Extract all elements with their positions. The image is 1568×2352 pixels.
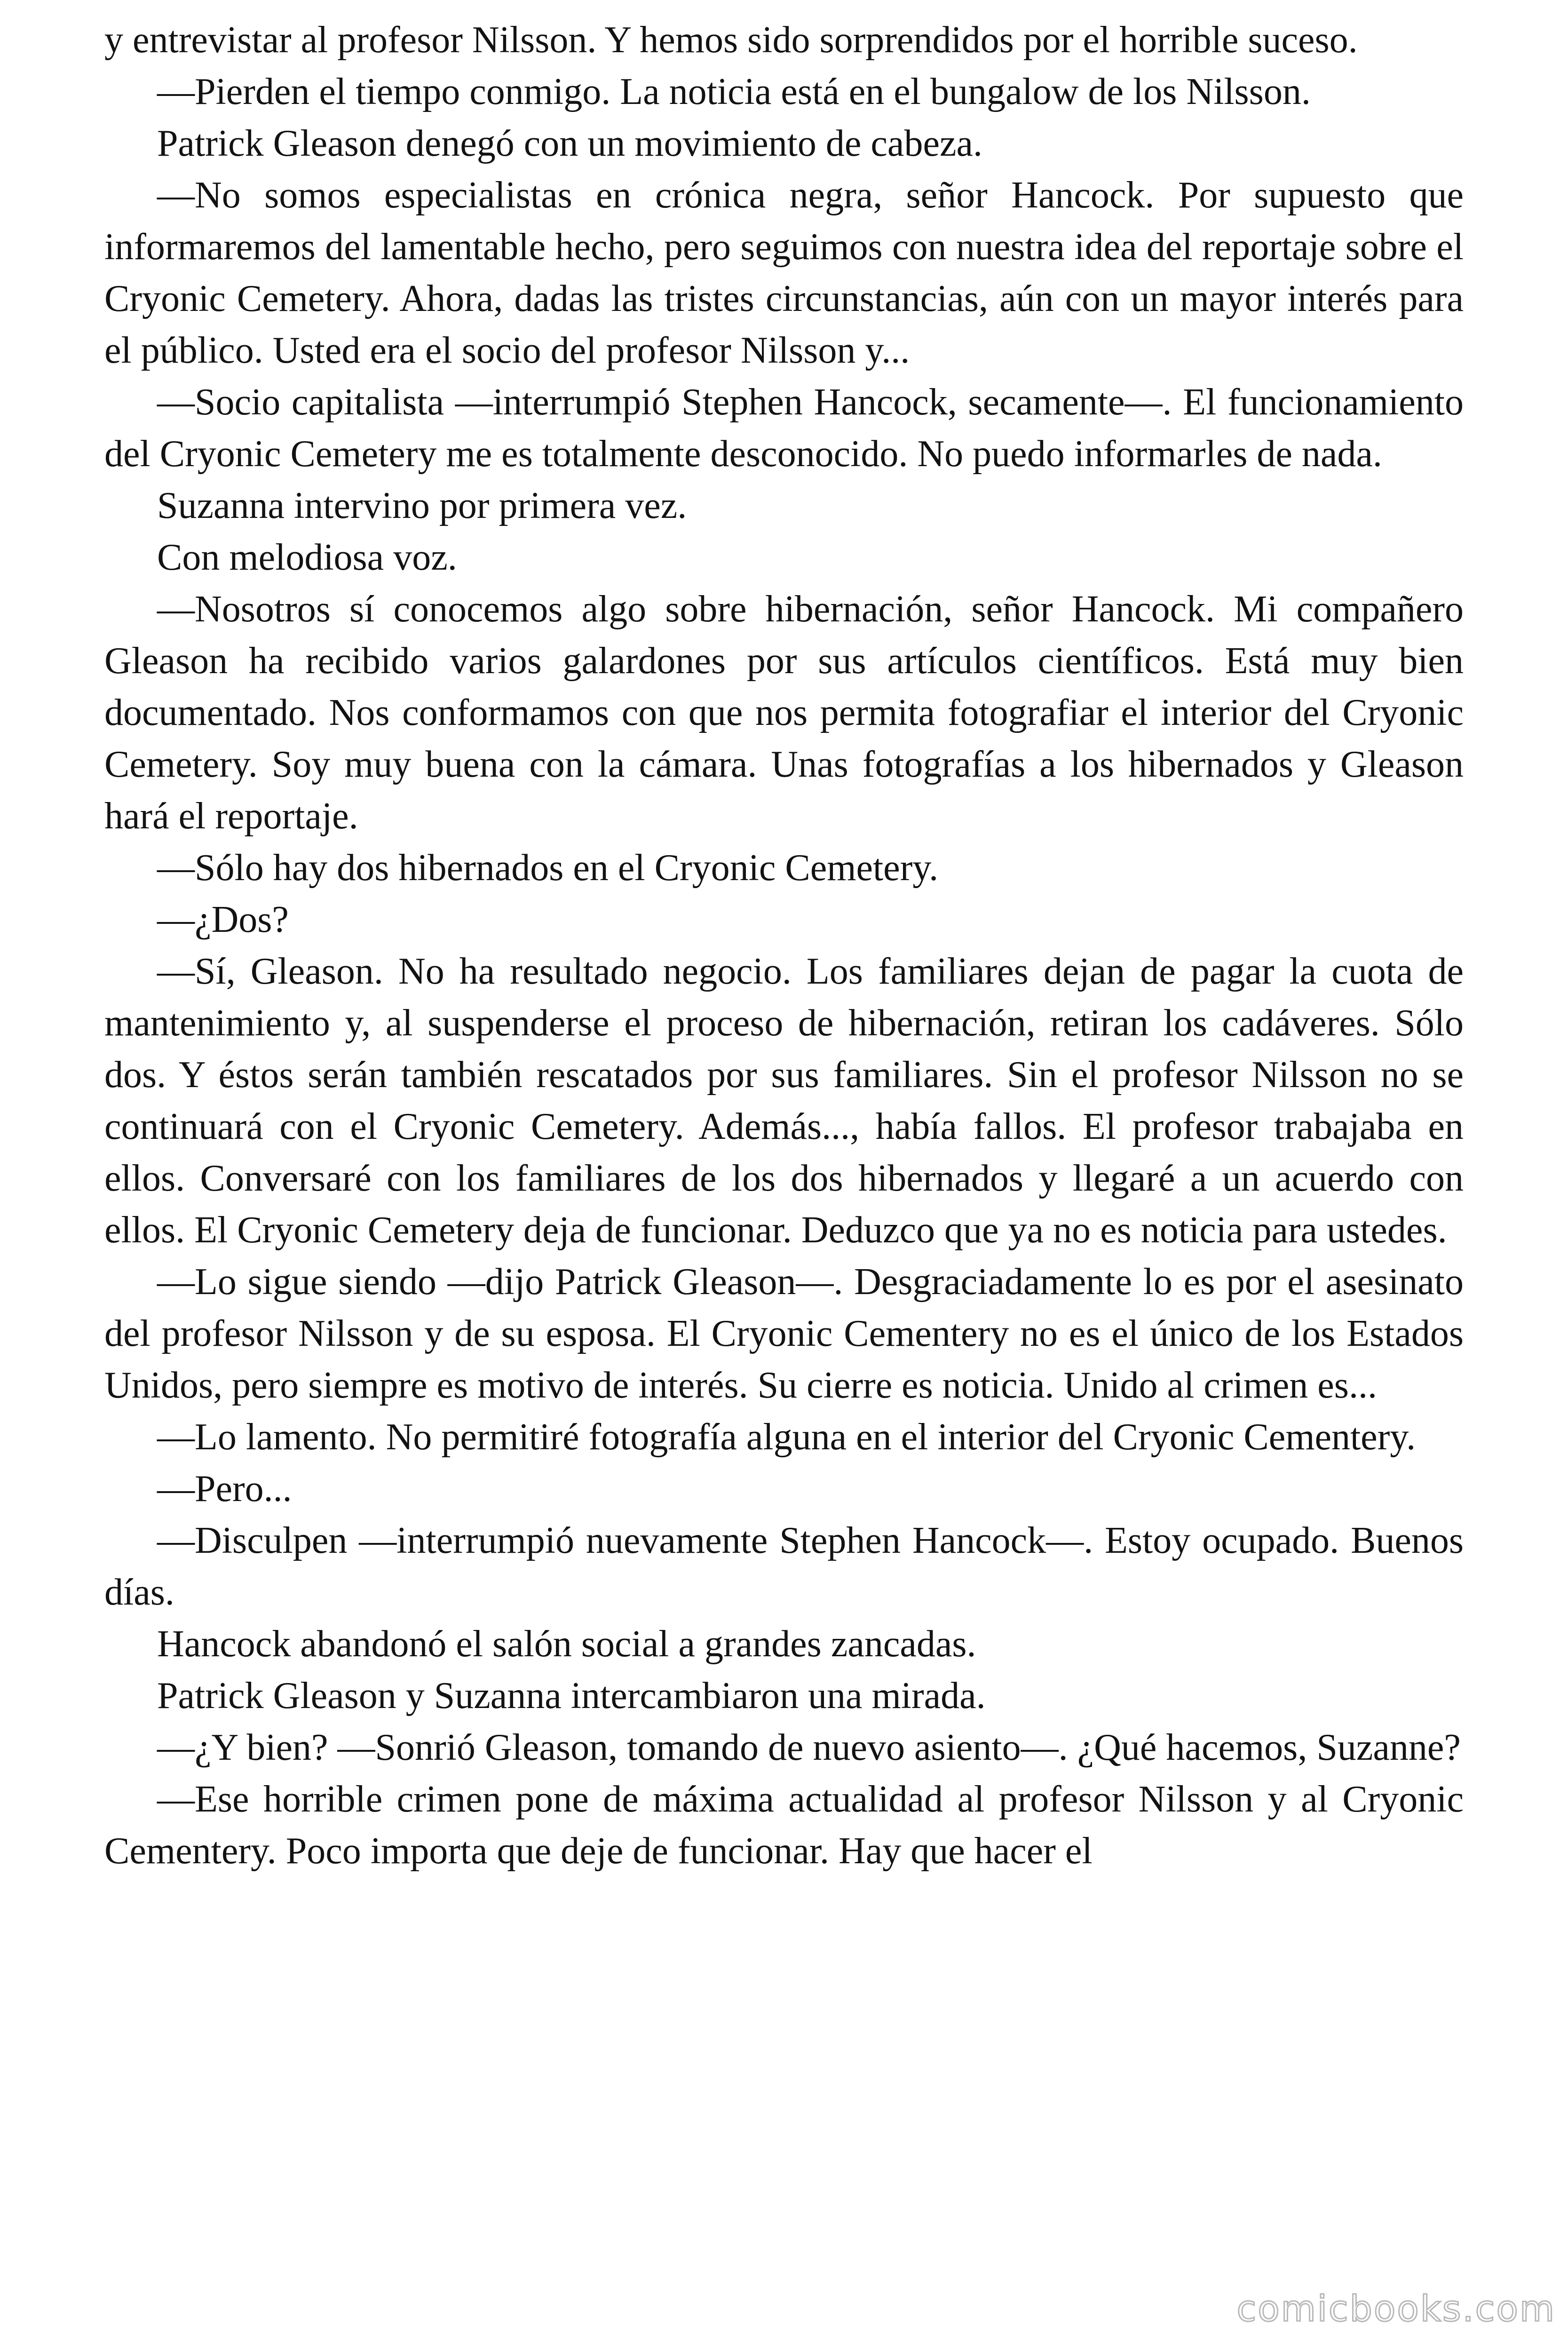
paragraph: —Pero...: [157, 1468, 292, 1510]
paragraph: y entrevistar al profesor Nilsson. Y hemos sido sorprendidos por el horrible suceso.: [104, 19, 1358, 61]
paragraph: —Sí, Gleason. No ha resultado negocio. Los familiares dejan de pagar la cuota de mantenimiento y, al suspenderse el proceso de hibernación, retiran los cadáveres. Sólo dos. Y éstos serán también rescatados por sus familiares. Sin el profesor Nilsson no se continuará con el Cryonic Cemetery. Además..., había fallos. El profesor trabajaba en ellos. Conversaré con los familiares de los dos hibernados y llegaré a un acuerdo con ellos. El Cryonic Cemetery deja de funcionar. Deduzco que ya no es noticia para ustedes.: [104, 951, 1464, 1251]
paragraph: —Lo lamento. No permitiré fotografía alguna en el interior del Cryonic Cementery.: [157, 1416, 1416, 1458]
page-text: [104, 14, 1464, 1877]
paragraph: Hancock abandonó el salón social a grandes zancadas.: [157, 1623, 976, 1665]
paragraph: —¿Dos?: [157, 899, 289, 940]
paragraph: Patrick Gleason denegó con un movimiento de cabeza.: [157, 123, 982, 164]
paragraph: —Sólo hay dos hibernados en el Cryonic Cemetery.: [157, 847, 939, 889]
paragraph: —¿Y bien? —Sonrió Gleason, tomando de nuevo asiento—. ¿Qué hacemos, Suzanne?: [157, 1727, 1461, 1768]
paragraph: Suzanna intervino por primera vez.: [157, 485, 687, 526]
paragraph: —Disculpen —interrumpió nuevamente Stephen Hancock—. Estoy ocupado. Buenos días.: [104, 1520, 1464, 1613]
paragraph: —Socio capitalista —interrumpió Stephen Hancock, secamente—. El funcionamiento del Cryonic Cemetery me es totalmente desconocido. No puedo informarles de nada.: [104, 381, 1464, 475]
paragraph: Con melodiosa voz.: [157, 537, 457, 578]
paragraph: Patrick Gleason y Suzanna intercambiaron una mirada.: [157, 1675, 986, 1716]
paragraph: —Lo sigue siendo —dijo Patrick Gleason—. Desgraciadamente lo es por el asesinato del profesor Nilsson y de su esposa. El Cryonic Cementery no es el único de los Estados Unidos, pero siempre es motivo de interés. Su cierre es noticia. Unido al crimen es...: [104, 1261, 1464, 1406]
paragraph: —No somos especialistas en crónica negra, señor Hancock. Por supuesto que informaremos del lamentable hecho, pero seguimos con nuestra idea del reportaje sobre el Cryonic Cemetery. Ahora, dadas las tristes circunstancias, aún con un mayor interés para el público. Usted era el socio del profesor Nilsson y...: [104, 175, 1464, 371]
paragraph: —Pierden el tiempo conmigo. La noticia está en el bungalow de los Nilsson.: [157, 71, 1311, 112]
watermark: comicbooks.com: [1236, 2288, 1556, 2329]
paragraph: —Nosotros sí conocemos algo sobre hibernación, señor Hancock. Mi compañero Gleason ha recibido varios galardones por sus artículos científicos. Está muy bien documentado. Nos conformamos con que nos permita fotografiar el interior del Cryonic Cemetery. Soy muy buena con la cámara. Unas fotografías a los hibernados y Gleason hará el reportaje.: [104, 588, 1464, 837]
paragraph: —Ese horrible crimen pone de máxima actualidad al profesor Nilsson y al Cryonic Cementery. Poco importa que deje de funcionar. Hay que hacer el: [104, 1779, 1464, 1872]
